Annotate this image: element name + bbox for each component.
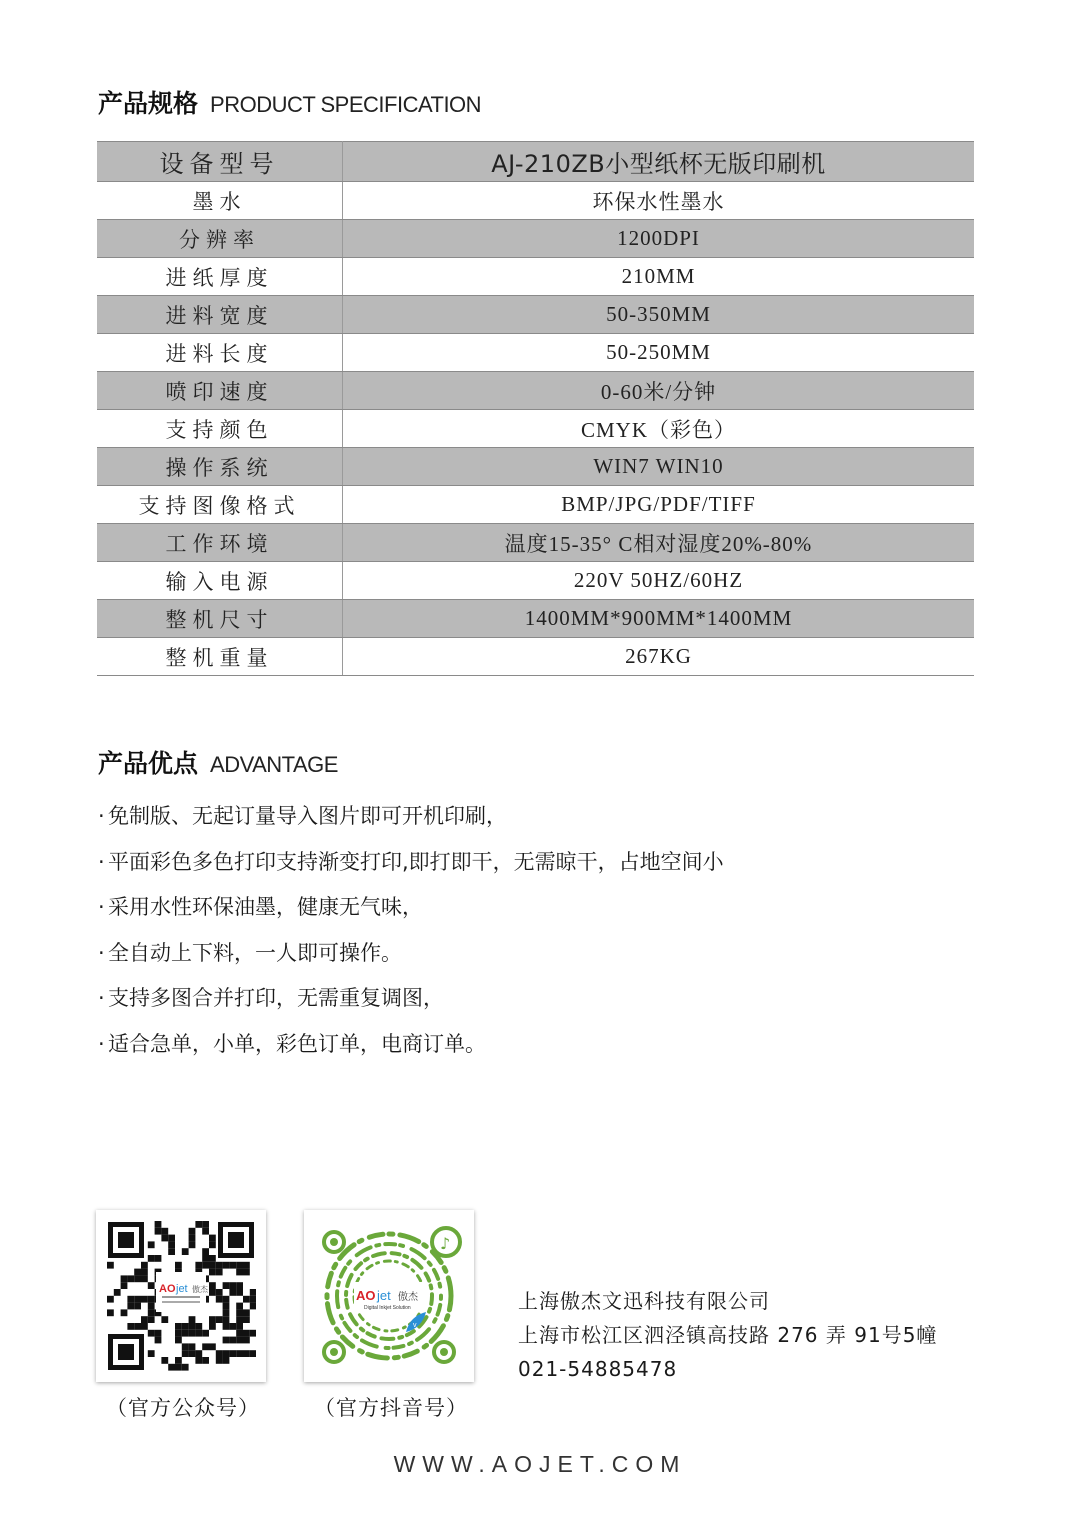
spec-key: 进纸厚度 bbox=[97, 258, 343, 296]
spec-value: 50-250MM bbox=[343, 334, 975, 372]
spec-row bbox=[97, 638, 974, 676]
spec-value: WIN7 WIN10 bbox=[343, 448, 975, 486]
advantage-text: 支持多图合并打印，无需重复调图， bbox=[108, 986, 444, 1010]
advantage-title-cn: 产品优点 bbox=[98, 749, 199, 778]
tiktok-note-icon: ♪ bbox=[440, 1234, 451, 1253]
svg-text:Digital Inkjet Solution: Digital Inkjet Solution bbox=[364, 1305, 411, 1311]
svg-text:AO: AO bbox=[356, 1288, 376, 1303]
spec-key: 喷印速度 bbox=[97, 372, 343, 410]
spec-key: 支持颜色 bbox=[97, 410, 343, 448]
spec-value: BMP/JPG/PDF/TIFF bbox=[343, 486, 975, 524]
advantage-text: 平面彩色多色打印支持渐变打印,即打即干，无需晾干，占地空间小 bbox=[108, 849, 724, 874]
spec-value: 220V 50HZ/60HZ bbox=[343, 562, 975, 600]
spec-title-cn: 产品规格 bbox=[98, 89, 199, 118]
advantage-section-title bbox=[98, 744, 338, 780]
advantage-item bbox=[98, 842, 724, 888]
spec-key: 整机尺寸 bbox=[97, 600, 343, 638]
spec-row bbox=[97, 372, 974, 410]
spec-key: 进料宽度 bbox=[97, 296, 343, 334]
spec-header-key: 设备型号 bbox=[97, 142, 343, 182]
spec-header-value: AJ-210ZB小型纸杯无版印刷机 bbox=[343, 142, 975, 182]
spec-row bbox=[97, 562, 974, 600]
bullet-dot-icon: · bbox=[98, 1031, 105, 1056]
spec-key: 整机重量 bbox=[97, 638, 343, 676]
spec-value: 1400MM*900MM*1400MM bbox=[343, 600, 975, 638]
bullet-dot-icon: · bbox=[98, 895, 105, 919]
spec-key: 输入电源 bbox=[97, 562, 343, 600]
spec-value: 1200DPI bbox=[343, 220, 975, 258]
douyin-code-icon bbox=[314, 1220, 464, 1372]
spec-key: 分辨率 bbox=[97, 220, 343, 258]
svg-text:v: v bbox=[413, 1322, 417, 1329]
advantage-item bbox=[98, 796, 724, 842]
bullet-dot-icon: · bbox=[98, 986, 105, 1010]
company-info bbox=[518, 1286, 937, 1388]
svg-text:AO: AO bbox=[159, 1283, 176, 1295]
website-link[interactable]: WWW.AOJET.COM bbox=[393, 1451, 687, 1477]
svg-text:傲杰: 傲杰 bbox=[398, 1292, 418, 1303]
spec-value: 210MM bbox=[343, 258, 975, 296]
spec-key: 支持图像格式 bbox=[97, 486, 343, 524]
douyin-qr-caption: （官方抖音号） bbox=[314, 1396, 468, 1420]
spec-value: CMYK（彩色） bbox=[343, 410, 975, 448]
wechat-qr-code[interactable] bbox=[96, 1210, 266, 1382]
spec-row bbox=[97, 486, 974, 524]
spec-value: 267KG bbox=[343, 638, 975, 676]
advantage-item bbox=[98, 978, 724, 1024]
spec-row bbox=[97, 410, 974, 448]
spec-row bbox=[97, 258, 974, 296]
advantage-item bbox=[98, 887, 724, 933]
svg-text:jet: jet bbox=[176, 1283, 188, 1295]
spec-row bbox=[97, 182, 974, 220]
spec-key: 操作系统 bbox=[97, 448, 343, 486]
spec-value: 50-350MM bbox=[343, 296, 975, 334]
spec-header-row bbox=[97, 142, 974, 182]
spec-row bbox=[97, 524, 974, 562]
advantage-title-en: ADVANTAGE bbox=[210, 752, 338, 777]
spec-key: 工作环境 bbox=[97, 524, 343, 562]
spec-value: 0-60米/分钟 bbox=[343, 372, 975, 410]
svg-text:jet: jet bbox=[377, 1288, 391, 1303]
spec-table bbox=[97, 141, 974, 676]
spec-key: 墨水 bbox=[97, 182, 343, 220]
company-name: 上海傲杰文迅科技有限公司 bbox=[518, 1289, 770, 1313]
douyin-qr-code[interactable] bbox=[304, 1210, 474, 1382]
bullet-dot-icon: · bbox=[98, 940, 105, 965]
bullet-dot-icon: · bbox=[98, 804, 105, 828]
spec-row bbox=[97, 600, 974, 638]
advantage-item bbox=[98, 1024, 724, 1070]
spec-section-title bbox=[98, 84, 481, 120]
advantage-item bbox=[98, 933, 724, 979]
spec-key: 进料长度 bbox=[97, 334, 343, 372]
spec-value: 环保水性墨水 bbox=[343, 182, 975, 220]
company-address: 上海市松江区泗泾镇高技路 276 弄 91号5幢 bbox=[518, 1323, 938, 1347]
advantage-text: 全自动上下料，一人即可操作。 bbox=[108, 940, 402, 965]
wechat-qr-caption: （官方公众号） bbox=[106, 1396, 260, 1420]
qr-code-icon bbox=[106, 1220, 256, 1372]
svg-text:傲杰: 傲杰 bbox=[192, 1285, 208, 1294]
advantage-text: 采用水性环保油墨，健康无气味， bbox=[108, 895, 423, 919]
advantage-text: 适合急单，小单，彩色订单，电商订单。 bbox=[108, 1031, 486, 1056]
spec-value: 温度15-35° C相对湿度20%-80% bbox=[343, 524, 975, 562]
spec-row bbox=[97, 448, 974, 486]
spec-row bbox=[97, 296, 974, 334]
spec-row bbox=[97, 220, 974, 258]
spec-title-en: PRODUCT SPECIFICATION bbox=[210, 92, 482, 117]
spec-row bbox=[97, 334, 974, 372]
bullet-dot-icon: · bbox=[98, 849, 105, 874]
advantage-list bbox=[98, 796, 724, 1069]
company-phone: 021-54885478 bbox=[518, 1357, 678, 1381]
advantage-text: 免制版、无起订量导入图片即可开机印刷， bbox=[108, 804, 507, 828]
